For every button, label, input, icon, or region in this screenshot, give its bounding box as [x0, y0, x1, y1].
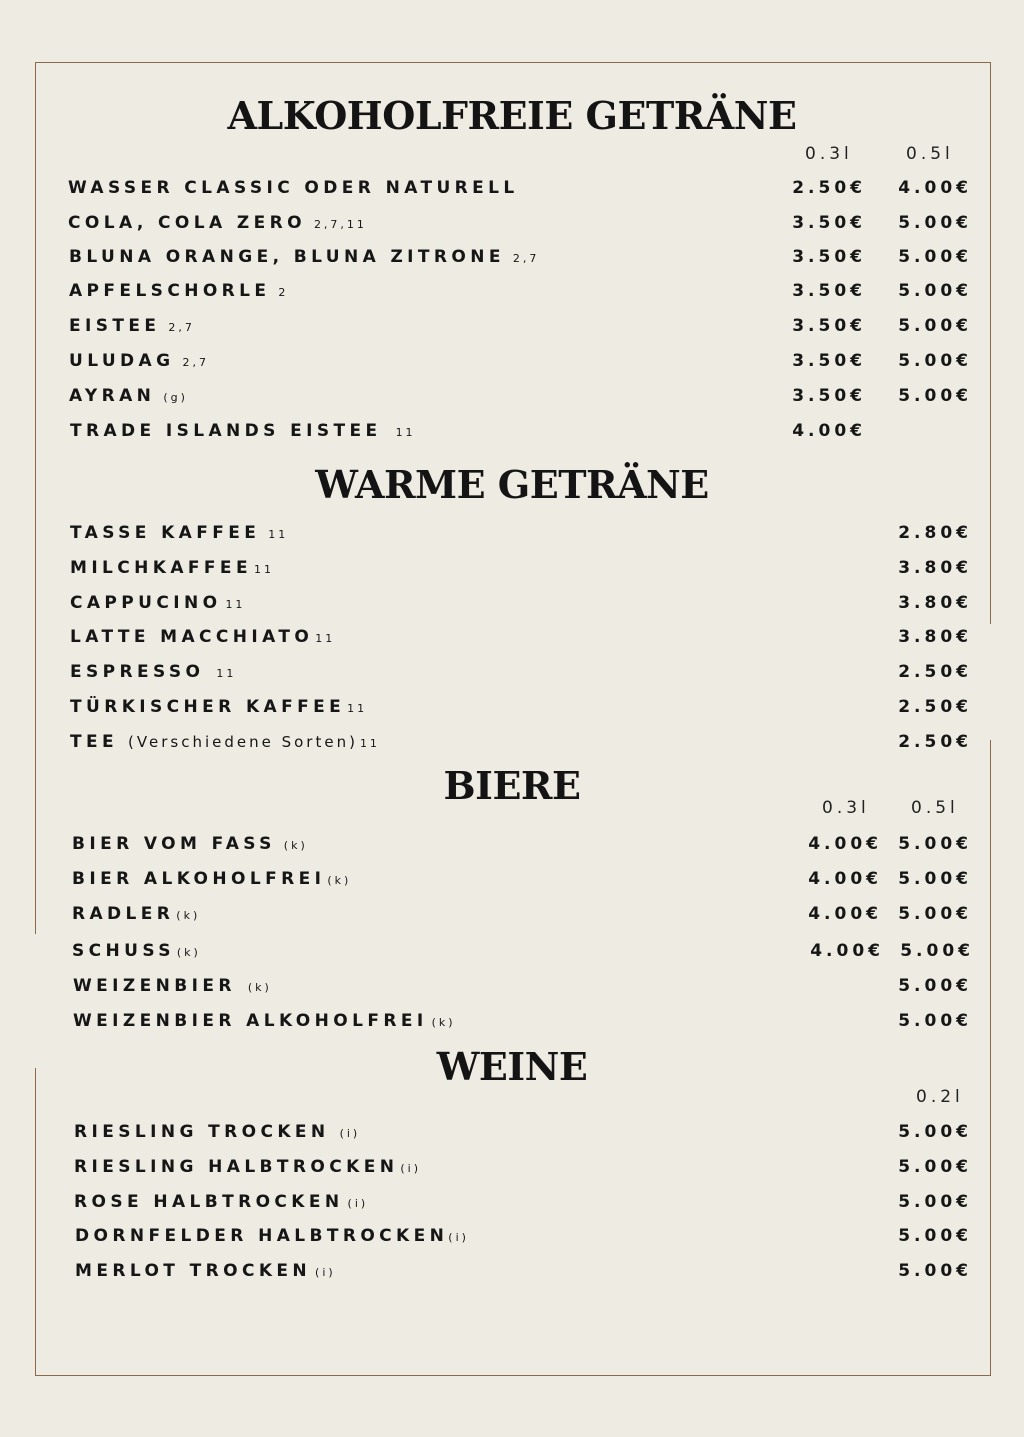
item-note: 2,7 — [168, 321, 195, 334]
menu-item — [0, 246, 1024, 268]
section-title-alkoholfreie: ALKOHOLFREIE GETRÄNE — [227, 93, 797, 138]
section-title-warme: WARME GETRÄNE — [315, 462, 709, 507]
item-price-large: 5.00€ — [898, 281, 972, 301]
item-name: EISTEE 2,7 — [69, 316, 195, 336]
menu-item — [0, 1191, 1024, 1213]
menu-item — [0, 731, 1024, 753]
item-price-small: 4.00€ — [808, 904, 882, 924]
item-price: 5.00€ — [898, 1226, 972, 1246]
item-name: BIER ALKOHOLFREI (k) — [72, 869, 352, 889]
item-price: 3.80€ — [898, 558, 972, 578]
item-price-large: 5.00€ — [898, 869, 972, 889]
item-price: 5.00€ — [898, 1122, 972, 1142]
item-price-large: 5.00€ — [900, 941, 974, 961]
item-price-small: 3.50€ — [792, 316, 866, 336]
menu-item — [0, 903, 1024, 925]
item-note: 11 — [216, 667, 237, 680]
item-note: (i) — [315, 1266, 336, 1279]
section-title-weine: WEINE — [436, 1044, 588, 1089]
menu-item — [0, 833, 1024, 855]
item-price: 5.00€ — [898, 1157, 972, 1177]
menu-item — [0, 868, 1024, 890]
item-note: (i) — [347, 1197, 369, 1210]
column-header-0.3l: 0.3l — [805, 144, 853, 164]
item-name: TÜRKISCHER KAFFEE 11 — [70, 697, 368, 717]
item-note: (i) — [448, 1231, 469, 1244]
item-note: (k) — [327, 874, 352, 887]
item-price-large: 5.00€ — [898, 247, 972, 267]
menu-item — [0, 522, 1024, 544]
item-note: 2,7 — [182, 356, 209, 369]
item-note: 11 — [253, 563, 274, 576]
item-price: 2.50€ — [898, 697, 972, 717]
menu-item — [0, 1121, 1024, 1143]
column-header-0.2l: 0.2l — [916, 1087, 964, 1107]
item-price-large: 5.00€ — [898, 316, 972, 336]
item-name: RIESLING TROCKEN (i) — [74, 1122, 361, 1142]
menu-item — [0, 1260, 1024, 1282]
item-name: COLA, COLA ZERO 2,7,11 — [68, 213, 367, 233]
item-name: WEIZENBIER (k) — [73, 976, 272, 996]
menu-item — [0, 975, 1024, 997]
menu-item — [0, 385, 1024, 407]
item-note: (k) — [176, 909, 201, 922]
item-price-small: 4.00€ — [808, 869, 882, 889]
item-name: WEIZENBIER ALKOHOLFREI (k) — [73, 1011, 456, 1031]
item-price-large: 5.00€ — [898, 213, 972, 233]
item-price: 2.50€ — [898, 662, 972, 682]
column-header-0.5l: 0.5l — [911, 798, 959, 818]
item-price-large: 5.00€ — [898, 386, 972, 406]
item-name: SCHUSS (k) — [72, 941, 201, 961]
item-price-small: 2.50€ — [792, 178, 866, 198]
item-price-large: 5.00€ — [898, 904, 972, 924]
item-name: BIER VOM FASS (k) — [72, 834, 308, 854]
item-price-small: 3.50€ — [792, 351, 866, 371]
item-price-large: 5.00€ — [898, 351, 972, 371]
section-title-biere: BIERE — [443, 763, 581, 808]
frame-border-left — [35, 1068, 36, 1375]
menu-item — [0, 1225, 1024, 1247]
item-name: MILCHKAFFEE 11 — [70, 558, 274, 578]
menu-item — [0, 661, 1024, 683]
menu-item — [0, 626, 1024, 648]
item-note: (k) — [247, 981, 272, 994]
menu-item — [0, 592, 1024, 614]
item-name: RADLER (k) — [72, 904, 201, 924]
item-note: (i) — [400, 1162, 421, 1175]
item-price-small: 3.50€ — [792, 213, 866, 233]
item-name: CAPPUCINO 11 — [70, 593, 246, 613]
menu-item — [0, 696, 1024, 718]
item-price-large: 5.00€ — [898, 834, 972, 854]
item-name: ULUDAG 2,7 — [69, 351, 209, 371]
menu-item — [0, 1010, 1024, 1032]
item-price: 5.00€ — [898, 1192, 972, 1212]
item-note: 11 — [225, 598, 246, 611]
item-name: LATTE MACCHIATO 11 — [70, 627, 336, 647]
item-name: TASSE KAFFEE 11 — [70, 523, 289, 543]
item-name: APFELSCHORLE 2 — [69, 281, 289, 301]
item-price-small: 4.00€ — [808, 834, 882, 854]
item-note: (k) — [431, 1016, 456, 1029]
item-name: TRADE ISLANDS EISTEE 11 — [70, 421, 416, 441]
frame-border-bottom — [35, 1375, 991, 1376]
item-price-large: 5.00€ — [898, 1011, 972, 1031]
frame-border-top — [35, 62, 991, 63]
item-note: (k) — [283, 839, 308, 852]
item-note: 2 — [278, 286, 289, 299]
item-price-small: 3.50€ — [792, 386, 866, 406]
item-note: 2,7,11 — [313, 218, 367, 231]
item-note: (g) — [163, 391, 188, 404]
column-header-0.3l: 0.3l — [822, 798, 870, 818]
menu-item — [0, 177, 1024, 199]
item-price-small: 3.50€ — [792, 281, 866, 301]
item-price: 3.80€ — [898, 627, 972, 647]
item-note: 11 — [268, 528, 289, 541]
item-price-large: 5.00€ — [898, 976, 972, 996]
item-price-small: 3.50€ — [792, 247, 866, 267]
item-note: (Verschiedene Sorten) — [128, 733, 358, 751]
item-note: 11 — [359, 737, 380, 750]
item-note: (i) — [339, 1127, 361, 1140]
item-name: BLUNA ORANGE, BLUNA ZITRONE 2,7 — [69, 247, 540, 267]
item-name: MERLOT TROCKEN (i) — [75, 1261, 336, 1281]
item-price-large: 4.00€ — [898, 178, 972, 198]
item-name: RIESLING HALBTROCKEN (i) — [74, 1157, 421, 1177]
item-price: 2.80€ — [898, 523, 972, 543]
item-name: TEE (Verschiedene Sorten) 11 — [70, 732, 380, 752]
item-price: 5.00€ — [898, 1261, 972, 1281]
item-name: AYRAN (g) — [69, 386, 188, 406]
item-price-small: 4.00€ — [792, 421, 866, 441]
item-name: ROSE HALBTROCKEN (i) — [74, 1192, 369, 1212]
menu-item — [0, 315, 1024, 337]
item-price: 3.80€ — [898, 593, 972, 613]
item-name: WASSER CLASSIC ODER NATURELL — [68, 178, 519, 198]
item-price: 2.50€ — [898, 732, 972, 752]
column-header-0.5l: 0.5l — [906, 144, 954, 164]
menu-item — [0, 350, 1024, 372]
menu-item — [0, 1156, 1024, 1178]
item-note: 11 — [395, 426, 416, 439]
item-name: ESPRESSO 11 — [70, 662, 237, 682]
item-name: DORNFELDER HALBTROCKEN(i) — [75, 1226, 469, 1246]
menu-item — [0, 420, 1024, 442]
item-note: 11 — [315, 632, 336, 645]
item-note: 2,7 — [512, 252, 540, 265]
item-price-small: 4.00€ — [810, 941, 884, 961]
menu-item — [0, 940, 1024, 962]
item-note: 11 — [347, 702, 368, 715]
menu-item — [0, 280, 1024, 302]
menu-item — [0, 557, 1024, 579]
item-note: (k) — [176, 946, 201, 959]
menu-item — [0, 212, 1024, 234]
